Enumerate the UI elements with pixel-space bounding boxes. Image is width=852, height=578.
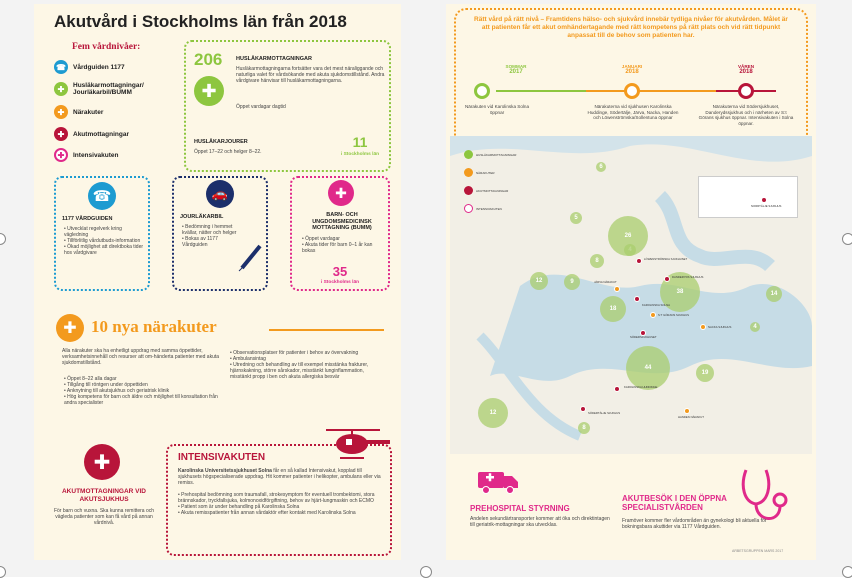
narakuter-bullets-left [64, 376, 224, 406]
jourlakarbil-heading: JOURLÄKARBIL [180, 214, 224, 220]
intensiv-intro-text: får en så kallad Intensivakut, kopplad till sjukhusets högspecialiserade uppdrag. Hit kommer patienter i helikopter, ambulans eller via remiss. [178, 468, 381, 487]
syringe-icon [238, 242, 264, 272]
hospital-label: DANDERYDS SJUKHUS [672, 275, 704, 279]
hospital-label: KAROLINSKA SOLNA [642, 303, 670, 307]
medical-cross-icon: ✚ [54, 127, 68, 141]
clinic-count: 44 [626, 346, 670, 390]
page-footer: ARBETSGRUPPEN MARS 2017 [732, 549, 784, 553]
page-title: Akutvård i Stockholms län från 2018 [54, 12, 347, 31]
narakut-marker [614, 286, 620, 292]
timeline-text: Närakuterna vid sjukhusen Karolinska Huddinge, Södertälje, Järva, Nacka, Handen och Löwenströmska/Sollentuna öppnar [587, 104, 679, 120]
resize-handle-right[interactable] [842, 233, 852, 245]
jour-heading: HUSLÄKARJOURER [194, 139, 248, 145]
vardguiden-box [54, 176, 150, 291]
intensiv-bullets [178, 492, 384, 516]
resize-handle-bottom-left[interactable] [0, 566, 6, 578]
akutmott-icon: ✚ [84, 444, 120, 480]
hospital-marker [634, 296, 640, 302]
hospital-label: NACKA SJUKHUS [708, 325, 732, 329]
narakuter-bullets-right [230, 350, 380, 380]
clinic-count: 6 [596, 162, 606, 172]
resize-handle-bottom-right[interactable] [842, 566, 852, 578]
year: 2017 [509, 68, 523, 75]
narakuter-heading: 10 nya närakuter [91, 317, 217, 336]
clinic-count: 19 [696, 364, 714, 382]
bullet: • Tillförlitlig vårdutbuds-information [64, 238, 144, 244]
hospital-label: SÖDERSJUKHUSET [630, 335, 657, 339]
clinic-count: 12 [530, 272, 548, 290]
intensiv-box [166, 444, 392, 556]
intensiv-heading: INTENSIVAKUTEN [178, 452, 266, 463]
narakut-marker [684, 408, 690, 414]
jourlakarbil-bullets [182, 224, 238, 248]
resize-handle-left[interactable] [0, 233, 6, 245]
left-page [34, 4, 401, 560]
bumm-box [290, 176, 390, 291]
clinic-count: 18 [600, 296, 626, 322]
intensiv-hospital: Karolinska Universitetssjukhuset Solna [178, 468, 272, 474]
timeline-dot [738, 83, 754, 99]
bullet: • Prehospital bedömning som traumafall, strokesymptom för eventuell trombektomi, stora brännskador, tryckfallsjuka, kolmonoxidförgiftning, behov av hjärt-lungmaskin och ECMO [178, 492, 384, 504]
season: VÅREN [737, 64, 755, 69]
bullet: • Ökad möjlighet att direktboka tider hos vårdgivare [64, 244, 144, 256]
medical-cross-icon: ✚ [54, 105, 68, 119]
right-intro: Rätt vård på rätt nivå – Framtidens hälso- och sjukvård innebär tydliga nivåer för akutvården. Målet är att patienten får ett akut omhändertagande med rätt kompetens på rätt plats och vid rätt tidpunkt anpassat till de behov som patienten har. [474, 16, 788, 39]
akutbesok-text: Framöver kommer fler vårdområden än gynekologi bli aktuella för bokningsbara akuttider via 1177 Vårdguiden. [622, 518, 767, 531]
huslakar-text: Husläkarmottagningarna fortsätter vara det mest näraliggande och naturliga valet för vårdsökande med akuta sjukdomstillstånd. Andra vårdgivare hänvisar till husläkarmottagningarna. [236, 66, 385, 85]
year: 2018 [739, 68, 753, 75]
legend-swatch [464, 204, 473, 213]
map-legend [464, 150, 530, 216]
legend-label: AKUTMOTTAGNINGAR [476, 188, 509, 193]
narakut-icon: ✚ [56, 314, 84, 342]
right-page [446, 4, 816, 560]
clinic-count: 9 [564, 274, 580, 290]
bandage-icon: ✚ [328, 180, 354, 206]
hospital-label: LÖWENSTRÖMSKA SJUKHUSET [644, 257, 688, 261]
prehospital-heading: PREHOSPITAL STYRNING [470, 504, 570, 513]
season: JANUARI [621, 64, 643, 69]
hospital-marker [614, 386, 620, 392]
bullet: • Utredning och behandling av till exempel misstänka frakturer, hjärnskakning, större sårskador, misstänkt lunginflammation, misstänkt propp i ben och akuta allergiska besvär [230, 362, 380, 380]
year: 2018 [625, 68, 639, 75]
huslakar-hours: Öppet vardagar dagtid [236, 104, 286, 110]
hospital-marker [761, 197, 767, 203]
legend-swatch [464, 150, 473, 159]
bullet: • Akuta remisspatienter från annan vårdaktör efter kontakt med Karolinska Solna [178, 510, 384, 516]
vardguiden-heading: 1177 VÅRDGUIDEN [62, 216, 113, 222]
clinic-count: 26 [608, 216, 648, 256]
jour-count: 11 [352, 134, 368, 150]
level-label: Vårdguiden 1177 [73, 63, 125, 71]
clinic-count: 12 [478, 398, 508, 428]
narakuter-intro: Alla närakuter ska ha enhetligt uppdrag med samma öppettider, verksamhetsinnehåll och resurser att om-händerta patienter med akuta sjukdomstillstånd. [62, 348, 220, 367]
medical-cross-icon: ✚ [54, 148, 68, 162]
resize-handle-bottom-center[interactable] [420, 566, 432, 578]
vardguiden-bullets [64, 226, 144, 256]
bumm-region: i Stockholms län [320, 280, 360, 285]
level-label: Akutmottagningar [73, 130, 129, 138]
timeline-season [724, 64, 768, 75]
helicopter-icon [318, 420, 394, 464]
clinic-count: 8 [578, 422, 590, 434]
level-narakuter [54, 105, 184, 119]
hospital-label: SÖDERTÄLJE SJUKHUS [588, 411, 621, 415]
prehospital-text: Andelen sekundärtransporter kommer att öka och direktintagen till geriatrik-mottagningar ska utvecklas. [470, 516, 610, 529]
bullet: • Anknytning till akutsjukhus och geriatrisk klinik [64, 388, 224, 394]
legend-swatch [464, 168, 473, 177]
level-label: Intensivakuten [73, 151, 119, 159]
clinic-icon: ✚ [194, 76, 224, 106]
hospital-label: S:T GÖRANS SJUKHUS [658, 313, 690, 317]
bumm-heading: BARN- OCH UNGDOMSMEDICINSK MOTTAGNING (BUMM) [312, 212, 372, 231]
map-inset [698, 176, 798, 218]
hospital-label: HANDEN NÄRAKUT [678, 415, 704, 419]
huslakar-box [184, 40, 391, 172]
level-vardguiden [54, 60, 184, 74]
bumm-bullets [302, 236, 386, 254]
bullet: • Tillgång till röntgen under öppettiden [64, 382, 224, 388]
stockholm-map [450, 136, 812, 454]
medical-cross-icon: ✚ [54, 82, 68, 96]
timeline-dot [624, 83, 640, 99]
narakut-marker [650, 312, 656, 318]
intensiv-intro [178, 468, 384, 487]
clinic-count: 4 [750, 322, 760, 332]
level-huslakar [54, 82, 184, 96]
legend-label: NÄRAKUTER [476, 170, 495, 175]
timeline-text: Närakuterna vid Södersjukhuset, Danderydssjukhus och i närheten av S:t Görans sjukhus öppnar. Intensivakuten i Solna öppnar. [698, 104, 794, 126]
jour-region: i Stockholms län [340, 152, 380, 157]
phone-icon: ☎ [88, 182, 116, 210]
hospital-label: KAROLINSKA HUDDINGE [624, 385, 658, 389]
clinic-count: 8 [590, 254, 604, 268]
bullet: • Akuta tider för barn 0–1 år kan bokas [302, 242, 386, 254]
timeline-line [586, 90, 716, 92]
hospital-marker [636, 258, 642, 264]
akutmott-heading: AKUTMOTTAGNINGAR VID AKUTSJUKHUS [61, 488, 146, 503]
hospital-marker [580, 406, 586, 412]
bullet: • Bokas av 1177 Vårdguiden [182, 236, 238, 248]
bullet: • Hög kompetens för barn och äldre och möjlighet till konsultation från andra specialister [64, 394, 224, 406]
clinic-count: 14 [766, 286, 782, 302]
legend-item [464, 150, 530, 159]
akutmott-text: För barn och vuxna. Ska kunna remittera och vägleda patienter som kan få vård på annan vårdnivå. [53, 508, 155, 527]
hospital-label: JÄRVA NÄRAKUT [594, 280, 617, 284]
legend-item [464, 168, 530, 177]
bullet: • Bedömning i hemmet kvällar, nätter och helger [182, 224, 238, 236]
timeline-dot [474, 83, 490, 99]
huslakar-count: 206 [194, 50, 223, 69]
level-akutmott [54, 127, 184, 141]
legend-swatch [464, 186, 473, 195]
legend-label: HUSLÄKARMOTTAGNINGAR [476, 152, 517, 157]
divider [269, 329, 384, 331]
clinic-count: 5 [570, 212, 582, 224]
timeline-text: Närakuten vid Karolinska Solna öppnar [464, 104, 530, 115]
legend-item [464, 186, 530, 195]
akutbesok-heading: AKUTBESÖK I DEN ÖPPNA SPECIALISTVÅRDEN [622, 494, 727, 512]
phone-icon: ☎ [54, 60, 68, 74]
timeline-season [494, 64, 538, 75]
timeline-season [610, 64, 654, 75]
legend-label: INTENSIVAKUTEN [476, 206, 502, 211]
hospital-label: NORRTÄLJE SJUKHUS [751, 204, 782, 208]
bullet: • Ambulansintag [230, 356, 380, 362]
jourlakarbil-box [172, 176, 268, 291]
level-label: Husläkarmottagningar/ Jourläkarbil/BUMM [73, 82, 144, 96]
legend-item [464, 204, 530, 213]
huslakar-heading: HUSLÄKARMOTTAGNINGAR [236, 56, 312, 62]
bullet: • Observationsplatser för patienter i behov av övervakning [230, 350, 380, 356]
level-label: Närakuter [73, 108, 104, 116]
jour-hours: Öppet 17–22 och helger 8–22. [194, 149, 262, 155]
timeline-line [496, 90, 586, 92]
ambulance-icon [476, 466, 520, 496]
narakut-marker [700, 324, 706, 330]
bullet: • Utvecklat regelverk kring vägledning [64, 226, 144, 238]
levels-heading: Fem vårdnivåer: [72, 42, 141, 52]
car-icon: 🚗 [206, 180, 234, 208]
level-intensiv [54, 148, 184, 162]
bullet: • Öppet 8–22 alla dagar [64, 376, 224, 382]
bullet: • Öppet vardagar [302, 236, 386, 242]
bullet: • Patient som är under behandling på Karolinska Solna [178, 504, 384, 510]
season: SOMMAR [505, 64, 527, 69]
clinic-count: 38 [660, 272, 700, 312]
bumm-count: 35 [332, 264, 348, 279]
hospital-marker [664, 276, 670, 282]
